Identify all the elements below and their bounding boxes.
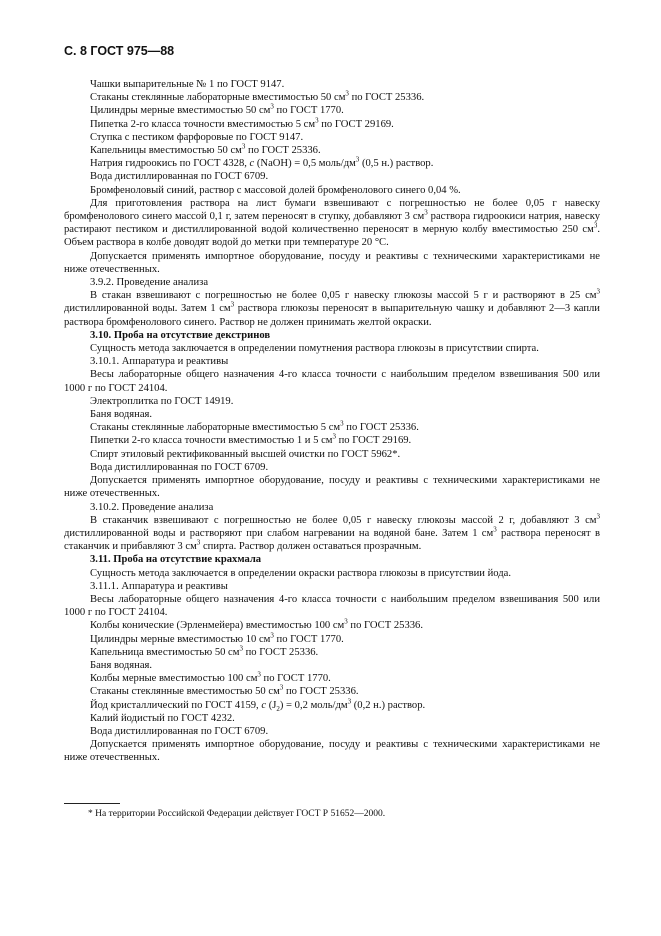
text-line: Йод кристаллический по ГОСТ 4159, c $(J_2) = 0,2$ моль/$дм^3$ (0,2 н.) раствор. xyxy=(90,697,426,713)
text-line: Спирт этиловый ректификованный высшей очистки по ГОСТ 5962*. xyxy=(90,448,401,460)
text-line: Пипетки 2-го класса точности вместимостью 1 и 5 $см^3$ по ГОСТ 29169. xyxy=(90,432,412,447)
paragraph: В стаканчик взвешивают с погрешностью не более 0,05 г навеску глюкозы массой 2 г, добавляют 3 $см^3$ дистиллированной воды и растворяют при слабом нагревании на водяной бане. Затем 1 $см^3$ раствора переносят в стаканчик и прибавляют 3 $см^3$ спирта. Раствор должен оставаться прозрачным. xyxy=(64,512,600,553)
text-line: Калий йодистый по ГОСТ 4232. xyxy=(90,712,235,724)
text-line: Вода дистиллированная по ГОСТ 6709. xyxy=(90,461,269,473)
text-line: Капельницы вместимостью 50 $см^3$ по ГОСТ 25336. xyxy=(90,142,321,157)
text-line: Чашки выпарительные № 1 по ГОСТ 9147. xyxy=(90,79,285,90)
subsection-heading: 3.10.1. Аппаратура и реактивы xyxy=(90,356,229,368)
text-line: Цилиндры мерные вместимостью 10 $см^3$ по ГОСТ 1770. xyxy=(90,631,344,645)
page-header: С. 8 ГОСТ 975—88 xyxy=(64,44,175,58)
section-heading: 3.10. Проба на отсутствие декстринов xyxy=(90,329,271,341)
text-line: Вода дистиллированная по ГОСТ 6709. xyxy=(90,171,269,183)
text-line: Стаканы стеклянные лабораторные вместимостью 5 $см^3$ по ГОСТ 25336. xyxy=(90,419,419,434)
text-line: Колбы конические (Эрленмейера) вместимостью 100 $см^3$ по ГОСТ 25336. xyxy=(90,617,423,632)
text-line: Пипетка 2-го класса точности вместимостью 5 $см^3$ по ГОСТ 29169. xyxy=(90,116,394,130)
paragraph: Допускается применять импортное оборудование, посуду и реактивы с техническими характеристиками не ниже отечественных. xyxy=(64,739,600,764)
subsection-heading: 3.11.1. Аппаратура и реактивы xyxy=(90,580,228,592)
section-heading: 3.11. Проба на отсутствие крахмала xyxy=(90,554,262,566)
paragraph: Для приготовления раствора на лист бумаги взвешивают с погрешностью не более 0,05 г навеску бромфенолового синего массой 0,1 г, затем переносят в ступку, добавляют 3 $см^3$ раствора гидроокиси натрия, навеску растирают пестиком и дистиллированной водой количественно переносят в мерную колбу вместимостью 250 $см^3$. Объем раствора в колбе доводят водой до метки при температуре 20 °С. xyxy=(64,197,601,249)
text-line: Цилиндры мерные вместимостью 50 $см^3$ по ГОСТ 1770. xyxy=(90,102,344,117)
text-line: Бромфеноловый синий, раствор с массовой долей бромфенолового синего 0,04 %. xyxy=(90,184,461,196)
text-line: Стаканы стеклянные вместимостью 50 $см^3$ по ГОСТ 25336. xyxy=(90,683,359,698)
subsection-heading: 3.9.2. Проведение анализа xyxy=(90,277,209,289)
text-line: Ступка с пестиком фарфоровые по ГОСТ 9147. xyxy=(90,131,304,143)
paragraph: Сущность метода заключается в определении помутнения раствора глюкозы в присутствии спирта. xyxy=(90,343,539,355)
text-line: Колбы мерные вместимостью 100 $см^3$ по ГОСТ 1770. xyxy=(90,670,331,685)
paragraph: Допускается применять импортное оборудование, посуду и реактивы с техническими характеристиками не ниже отечественных. xyxy=(64,475,600,500)
text-line: Электроплитка по ГОСТ 14919. xyxy=(90,395,234,407)
document-body xyxy=(64,78,600,765)
paragraph: Весы лабораторные общего назначения 4-го класса точности с наибольшим пределом взвешивания 500 или 1000 г по ГОСТ 24104. xyxy=(64,369,600,394)
paragraph: Весы лабораторные общего назначения 4-го класса точности с наибольшим пределом взвешивания 500 или 1000 г по ГОСТ 24104. xyxy=(64,593,600,619)
subsection-heading: 3.10.2. Проведение анализа xyxy=(90,501,214,513)
text-line: Капельница вместимостью 50 $см^3$ по ГОСТ 25336. xyxy=(90,644,319,658)
text-line: Баня водяная. xyxy=(90,659,153,671)
paragraph: В стакан взвешивают с погрешностью не более 0,05 г навеску глюкозы массой 5 г и растворяют в 25 $см^3$ дистиллированной воды. Затем 1 $см^3$ раствора глюкозы переносят в выпарительную чашку и добавляют 2—3 капли раствора бромфенолового синего. Раствор не должен принимать желтой окраски. xyxy=(64,287,600,328)
paragraph: Допускается применять импортное оборудование, посуду и реактивы с техническими характеристиками не ниже отечественных. xyxy=(64,250,600,275)
text-line: Натрия гидроокись по ГОСТ 4328, c (NaOH) = 0,5 моль/$дм^3$ (0,5 н.) раствор. xyxy=(90,155,434,170)
text-line: Баня водяная. xyxy=(90,409,153,421)
footnote: * На территории Российской Федерации действует ГОСТ Р 51652—2000. xyxy=(88,809,386,819)
paragraph: Сущность метода заключается в определении окраски раствора глюкозы в присутствии йода. xyxy=(90,567,511,579)
footnote-divider xyxy=(64,803,120,804)
text-line: Вода дистиллированная по ГОСТ 6709. xyxy=(90,725,269,737)
text-line: Стаканы стеклянные лабораторные вместимостью 50 $см^3$ по ГОСТ 25336. xyxy=(90,89,425,104)
